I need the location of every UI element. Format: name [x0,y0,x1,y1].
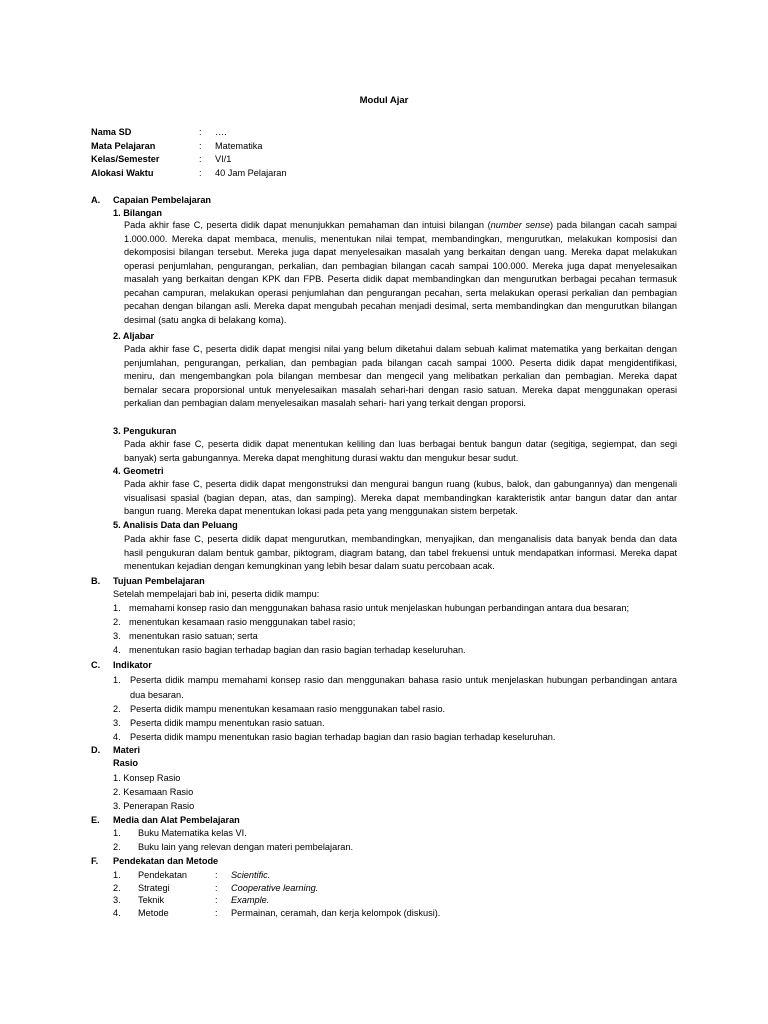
info-block [91,126,287,180]
info-key: Mata Pelajaran [91,140,156,151]
section-letter: A. [91,195,101,205]
row-value: Example. [231,895,270,905]
indicator-item [113,716,677,731]
row-value: Scientific. [231,870,271,880]
subsection-aljabar-text: Pada akhir fase C, peserta didik dapat mengisi nilai yang belum diketahui dalam sebuah kalimat matematika yang berkaitan dengan penjumlahan, pengurangan, perkalian, dan pembagian pada bilangan cacah sampai 1000. Peserta didik dapat mengidentifikasi, meniru, dan mengembangkan pola bilangan membesar dan mengecil yang melibatkan perkalian dan pembagian. Mereka dapat bernalar secara proporsional untuk menyelesaikan masalah sehari-hari dengan rasio satuan. Mereka dapat menggunakan operasi perkalian dan pembagian dalam menyelesaikan masalah sehari- hari yang terkait dengan proporsi. [124,344,677,408]
subsection-aljabar-heading: 2. Aljabar [113,331,155,341]
info-value: Matematika [215,140,263,151]
method-row-strategi [113,882,318,895]
list-number: 1. [113,828,121,838]
list-number: 4. [113,732,121,742]
materi-item: 3. Penerapan Rasio [113,801,195,811]
list-text: memahami konsep rasio dan menggunakan bahasa rasio untuk menjelaskan hubungan perbandingan antara dua besaran; [129,603,630,613]
list-text: Peserta didik mampu menentukan kesamaan rasio menggunakan tabel rasio. [130,704,446,714]
info-sep: : [199,167,202,178]
text-run: Pada akhir fase C, peserta didik dapat menunjukkan pemahaman dan intuisi bilangan ( [124,220,491,230]
list-number: 1. [113,603,121,613]
row-sep: : [215,908,218,918]
info-value: 40 Jam Pelajaran [215,167,287,178]
subsection-bilangan-heading: 1. Bilangan [113,208,163,218]
list-number: 4. [113,645,121,655]
row-key: Teknik [138,895,165,905]
subsection-geometri-heading: 4. Geometri [113,466,164,476]
list-number: 2. [113,617,121,627]
section-letter: D. [91,745,101,755]
method-row-metode [113,907,440,920]
indicator-item [113,730,677,745]
list-number: 3. [113,631,121,641]
materi-item: 2. Kesamaan Rasio [113,787,194,797]
info-row-nama-sd [91,126,287,140]
subsection-bilangan-text [124,219,677,327]
section-letter: C. [91,660,101,670]
list-item [113,603,629,613]
section-title: Indikator [113,660,152,670]
list-number: 2. [113,704,121,714]
row-number: 1. [113,870,121,880]
list-number: 2. [113,842,121,852]
info-sep: : [199,127,202,137]
section-c-heading [91,660,152,670]
subsection-pengukuran-heading: 3. Pengukuran [113,426,177,436]
list-text: Buku lain yang relevan dengan materi pembelajaran. [138,842,354,852]
section-title: Tujuan Pembelajaran [113,576,205,586]
list-text: menentukan kesamaan rasio menggunakan tabel rasio; [129,617,356,627]
section-b-intro: Setelah mempelajari bab ini, peserta didik mampu: [113,589,320,599]
row-key: Strategi [138,883,170,893]
list-item [113,645,466,655]
subsection-analisis-data-text: Pada akhir fase C, peserta didik dapat mengurutkan, membandingkan, menyajikan, dan menganalisis data banyak benda dan data hasil pengukuran dalam bentuk gambar, piktogram, diagram batang, dan tabel frekuensi untuk mendapatkan informasi. Mereka dapat menentukan kejadian dengan kemungkinan yang lebih besar dalam suatu percobaan acak. [124,534,677,571]
info-value: …. [215,127,227,137]
list-item [113,617,355,627]
list-text: Peserta didik mampu memahami konsep rasio dan menggunakan bahasa rasio untuk menjelaskan hubungan perbandingan antara dua besaran. [130,675,677,700]
list-item [113,842,353,852]
section-letter: B. [91,576,101,586]
list-text: menentukan rasio bagian terhadap bagian dan rasio bagian terhadap keseluruhan. [129,645,466,655]
row-number: 4. [113,908,121,918]
info-row-kelas-semester [91,153,287,167]
section-title: Capaian Pembelajaran [113,195,212,205]
row-sep: : [215,895,218,905]
list-text: menentukan rasio satuan; serta [129,631,258,641]
section-b-heading [91,576,205,586]
subsection-analisis-data-heading: 5. Analisis Data dan Peluang [113,520,238,530]
section-letter: E. [91,815,100,825]
section-d-subtitle: Rasio [113,758,139,768]
row-value: Permainan, ceramah, dan kerja kelompok (diskusi). [231,908,441,918]
indicator-item [113,673,677,702]
info-row-alokasi-waktu [91,167,287,181]
info-value: VI/1 [215,154,232,164]
list-number: 1. [113,675,121,685]
materi-item: 1. Konsep Rasio [113,773,181,783]
section-e-heading [91,815,240,825]
section-f-heading [91,856,218,866]
row-number: 3. [113,895,121,905]
section-letter: F. [91,856,99,866]
method-row-pendekatan [113,869,270,882]
row-key: Pendekatan [138,870,188,880]
row-number: 2. [113,883,121,893]
section-d-heading [91,745,140,755]
subsection-pengukuran-text: Pada akhir fase C, peserta didik dapat menentukan keliling dan luas berbagai bentuk bangun datar (segitiga, segiempat, dan segi banyak) serta gabungannya. Mereka dapat menghitung durasi waktu dan mengukur besar sudut. [124,439,677,463]
text-run: ) pada bilangan cacah sampai 1.000.000. Mereka dapat membaca, menulis, menentukan nilai tempat, membandingkan, mengurutkan, melakukan komposisi dan dekomposisi bilangan tersebut. Mereka juga dapat menyelesaikan masalah yang berkaitan dengan uang. Mereka dapat melakukan operasi penjumlahan, pengurangan, perkalian, dan pembagian bilangan cacah sampai 100.000. Mereka juga dapat menyelesaikan masalah yang berkaitan dengan KPK dan FPB. Peserta didik dapat membandingkan dan mengurutkan berbagai pecahan termasuk pecahan campuran, melakukan operasi penjumlahan dan pengurangan pecahan, serta melakukan operasi perkalian dan pembagian pecahan dengan bilangan asli. Mereka dapat mengubah pecahan menjadi desimal, serta membandingkan dan mengurutkan bilangan desimal (satu angka di belakang koma). [124,220,677,325]
text-run-italic: number sense [490,220,550,230]
info-key: Kelas/Semester [91,154,160,164]
section-title: Materi [113,745,141,755]
subsection-geometri-text: Pada akhir fase C, peserta didik dapat mengonstruksi dan mengurai bangun ruang (kubus, balok, dan gabungannya) dan mengenali visualisasi spasial (bagian depan, atas, dan samping). Mereka dapat membandingkan karakteristik antar bangun datar dan antar bangun ruang. Mereka dapat menentukan lokasi pada peta yang menggunakan sistem berpetak. [124,479,677,516]
section-title: Media dan Alat Pembelajaran [113,815,240,825]
info-key: Nama SD [91,127,132,137]
row-value: Cooperative learning. [231,883,319,893]
list-number: 3. [113,718,121,728]
info-row-mata-pelajaran [91,140,287,154]
list-text: Peserta didik mampu menentukan rasio bagian terhadap bagian dan rasio bagian terhadap keseluruhan. [130,732,556,742]
info-sep: : [199,140,202,151]
document-title: Modul Ajar [359,95,409,106]
section-title: Pendekatan dan Metode [113,856,219,866]
method-row-teknik [113,894,269,907]
list-text: Buku Matematika kelas VI. [138,828,247,838]
list-text: Peserta didik mampu menentukan rasio satuan. [130,718,325,728]
info-key: Alokasi Waktu [91,167,154,178]
list-item [113,631,258,641]
row-sep: : [215,883,218,893]
indicator-item [113,702,677,717]
info-sep: : [199,154,202,164]
list-item [113,828,247,838]
row-key: Metode [138,908,169,918]
row-sep: : [215,870,218,880]
section-a-heading [91,195,211,205]
